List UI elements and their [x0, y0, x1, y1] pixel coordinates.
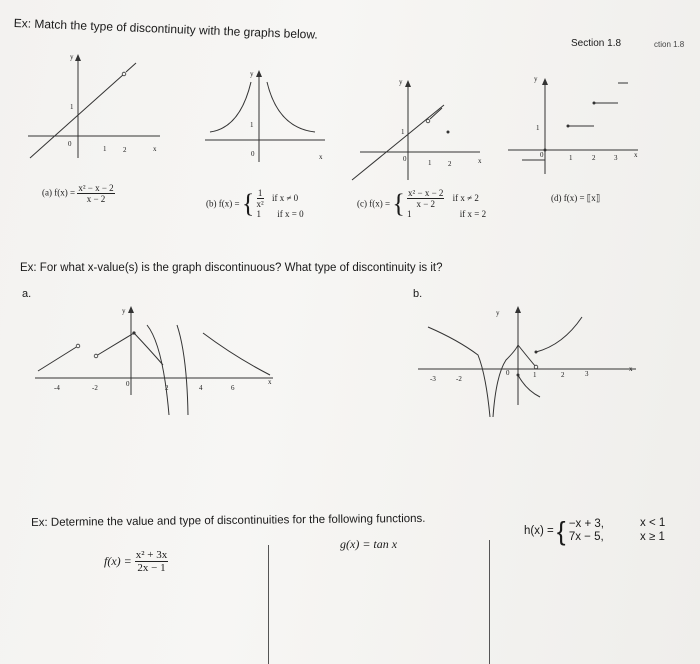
section-label-cut: ction 1.8: [654, 40, 685, 49]
function-b-case1: if x ≠ 0: [272, 192, 299, 203]
function-c-label: (c) f(x) =: [357, 198, 391, 209]
q2b-label-0: 0: [506, 369, 510, 377]
function-d: (d) f(x) = ⟦x⟧: [551, 193, 601, 203]
function-b: (b) f(x) = { $\frac{1}{\text{x²}}$ if x ≠ 0 1 if x = 0: [206, 188, 304, 219]
g3-label-1: 1: [428, 159, 432, 167]
function-f-label: f(x) =: [104, 554, 132, 568]
function-b-case2: if x = 0: [277, 209, 304, 219]
q2a-label-y: y: [122, 307, 126, 315]
q2-title: Ex: For what x-value(s) is the graph discontinuous? What type of discontinuity is it?: [20, 262, 443, 274]
function-c-denominator: x − 2: [416, 199, 436, 209]
q2a-label-0: 0: [126, 380, 130, 388]
g4-label-y1: 1: [536, 124, 540, 132]
q2b-label-x: x: [629, 365, 633, 373]
column-divider-2: [489, 540, 490, 664]
g1-label-y: y: [70, 53, 74, 61]
g4-label-0: 0: [540, 151, 544, 159]
q2a-label-4: 4: [199, 384, 203, 392]
g1-label-0: 0: [68, 140, 72, 148]
function-c: (c) f(x) = { $\frac{\text{x² − x − 2}}{x - 2}$ if x ≠ 2 1 if x = 2: [357, 188, 487, 219]
function-f-fraction: [135, 549, 169, 574]
g4-label-y: y: [534, 75, 538, 83]
g3-label-x: x: [478, 157, 482, 165]
function-h: h(x) = { −x + 3, 7x − 5,: [524, 516, 604, 546]
function-b-denominator: x²: [256, 199, 264, 209]
function-a-numerator: x² − x − 2: [78, 183, 114, 193]
graph-a-linear-hole: [28, 52, 168, 162]
function-a-fraction: [77, 183, 114, 204]
g3-label-2: 2: [448, 160, 452, 168]
q2a-label-x: x: [268, 378, 272, 386]
q2a-label-6: 6: [231, 384, 235, 392]
function-b-value2: 1: [256, 209, 262, 219]
q2a-label-neg4: -4: [54, 384, 60, 392]
function-c-case1: if x ≠ 2: [452, 192, 479, 203]
g1-label-2: 2: [123, 146, 127, 154]
function-f-denominator: 2x − 1: [137, 562, 166, 574]
g3-label-0: 0: [403, 155, 407, 163]
function-g: g(x) = tan x: [340, 537, 398, 551]
q2a-label-neg2: -2: [92, 384, 98, 392]
g3-label-y1: 1: [401, 128, 405, 136]
g4-label-2: 2: [592, 154, 596, 162]
function-b-label: (b) f(x) =: [206, 198, 240, 209]
g1-label-x: x: [153, 145, 157, 153]
q2b-label-neg3: -3: [430, 375, 436, 383]
q2b-label-1: 1: [533, 371, 537, 379]
g2-label-1: 1: [250, 121, 254, 129]
q2-part-b: b.: [413, 288, 423, 300]
function-h-label: h(x) =: [524, 525, 554, 537]
function-b-numerator: 1: [257, 188, 263, 198]
function-h-cond2: x ≥ 1: [640, 531, 665, 543]
q3-title: Ex: Determine the value and type of discontinuities for the following functions.: [31, 512, 426, 529]
q2-part-a: a.: [22, 288, 32, 300]
function-f-numerator: x² + 3x: [135, 549, 168, 561]
q2b-label-2: 2: [561, 371, 565, 379]
function-a: [42, 183, 115, 204]
q2b-label-neg2: -2: [456, 375, 462, 383]
graph-d-step: [508, 78, 648, 178]
function-c-case2: if x = 2: [459, 209, 487, 219]
function-c-fraction: [407, 188, 444, 209]
column-divider-1: [268, 545, 269, 664]
g2-label-y: y: [250, 70, 254, 78]
q2b-label-y: y: [496, 309, 500, 317]
function-c-numerator: x² − x − 2: [408, 188, 444, 198]
g1-label-1: 1: [103, 145, 107, 153]
g2-label-0: 0: [251, 150, 255, 158]
g3-label-y: y: [399, 78, 403, 86]
q2a-label-2: 2: [165, 384, 169, 392]
match-title: Ex: Match the type of discontinuity with the graphs below.: [13, 16, 318, 42]
g4-label-1: 1: [569, 154, 573, 162]
g4-label-x: x: [634, 151, 638, 159]
function-a-denominator: x − 2: [86, 194, 106, 204]
g1-label-y1: 1: [70, 103, 74, 111]
graph-c-removable: [350, 80, 490, 185]
g2-label-x: x: [319, 153, 323, 161]
function-a-label: (a) f(x) =: [42, 187, 76, 198]
graph-q2b: [418, 305, 643, 420]
function-h-case1: −x + 3,: [568, 518, 604, 530]
section-label: Section 1.8: [571, 38, 622, 49]
graph-q2a: [35, 305, 280, 415]
function-c-value2: 1: [407, 209, 412, 219]
function-b-fraction: [257, 188, 264, 209]
q2b-label-3: 3: [585, 370, 589, 378]
g4-label-3: 3: [614, 154, 618, 162]
function-h-case2: 7x − 5,: [568, 531, 604, 543]
graph-b-infinite: [205, 70, 335, 165]
function-h-cond1: x < 1: [640, 517, 666, 529]
function-f: [104, 549, 168, 574]
